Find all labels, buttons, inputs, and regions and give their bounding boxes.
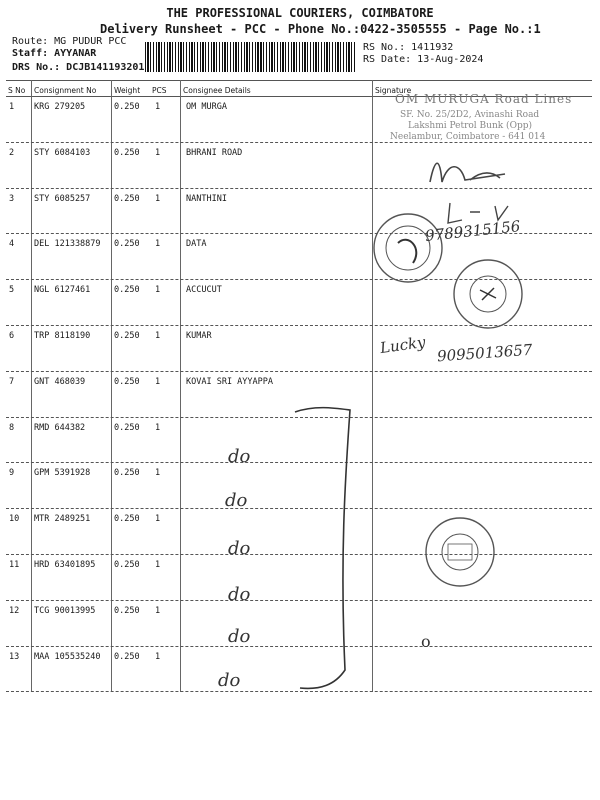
row-consignee: OM MURGA xyxy=(186,102,227,112)
row-consignee: ACCUCUT xyxy=(186,285,222,296)
row-sno: 5 xyxy=(9,285,15,296)
row-sno: 10 xyxy=(9,514,20,525)
row-pcs: 1 xyxy=(155,651,161,662)
row-pcs: 1 xyxy=(155,514,161,525)
handwritten-phone-row6: 9095013657 xyxy=(436,340,533,366)
row-weight: 0.250 xyxy=(114,605,140,616)
row-weight: 0.250 xyxy=(114,239,140,250)
drs-number: DRS No.: DCJB141193201 xyxy=(12,62,145,73)
ditto-mark: do xyxy=(228,584,251,605)
handwritten-signature-row6: Lucky xyxy=(378,332,427,358)
row-consignee: KUMAR xyxy=(186,331,212,341)
stamp-om-muruga-name: OM MURUGA Road Lines xyxy=(395,92,573,106)
row-weight: 0.250 xyxy=(114,193,140,204)
row-pcs: 1 xyxy=(155,422,161,433)
row-sno: 7 xyxy=(9,376,15,387)
row-sno: 6 xyxy=(9,331,15,341)
row-weight: 0.250 xyxy=(114,422,140,433)
row-weight: 0.250 xyxy=(114,376,140,387)
header-top-rule xyxy=(6,80,592,81)
row-pcs: 1 xyxy=(155,147,161,158)
stamp-om-muruga-addr2: Lakshmi Petrol Bunk (Opp) xyxy=(408,121,532,131)
row-sno: 4 xyxy=(9,239,15,250)
stamp-om-muruga-addr1: SF. No. 25/2D2, Avinashi Road xyxy=(400,110,540,120)
row-sno: 8 xyxy=(9,422,15,433)
row-consignee: KOVAI SRI AYYAPPA xyxy=(186,376,273,387)
row-sno: 9 xyxy=(9,468,15,479)
col-head-pcs: PCS xyxy=(152,86,167,95)
stamp-om-muruga-addr3: Neelambur, Coimbatore - 641 014 xyxy=(390,132,546,142)
row-consignee: BHRANI ROAD xyxy=(186,147,243,158)
rs-number: RS No.: 1411932 xyxy=(363,42,454,53)
row-consignment-no: RMD 644382 xyxy=(34,422,86,433)
row-sno: 2 xyxy=(9,147,15,158)
company-title: THE PROFESSIONAL COURIERS, COIMBATORE xyxy=(166,6,434,20)
row-consignment-no: TRP 8118190 xyxy=(34,331,91,341)
col-head-sno: S No xyxy=(8,86,26,95)
row-consignment-no: KRG 279205 xyxy=(34,102,86,112)
ditto-mark: do xyxy=(218,670,241,691)
row-pcs: 1 xyxy=(155,376,161,387)
row-pcs: 1 xyxy=(155,285,161,296)
signature-row2 xyxy=(420,152,520,192)
row-consignment-no: GNT 468039 xyxy=(34,376,86,387)
row-sno: 11 xyxy=(9,560,20,570)
row-weight: 0.250 xyxy=(114,102,140,112)
ditto-mark: do xyxy=(225,490,248,511)
staff-label: Staff: AYYANAR xyxy=(12,48,97,59)
row-consignment-no: HRD 63401895 xyxy=(34,560,96,570)
ditto-mark: do xyxy=(228,626,251,647)
handwritten-phone-row4: 9789315156 xyxy=(424,217,522,245)
row-separator xyxy=(6,371,592,372)
row-pcs: 1 xyxy=(155,331,161,341)
row-pcs: 1 xyxy=(155,239,161,250)
row-weight: 0.250 xyxy=(114,468,140,479)
ditto-mark: do xyxy=(228,538,251,559)
row-sno: 12 xyxy=(9,605,20,616)
row-consignment-no: NGL 6127461 xyxy=(34,285,91,296)
row-weight: 0.250 xyxy=(114,560,140,570)
stamp-private-limited xyxy=(368,208,448,288)
row-pcs: 1 xyxy=(155,605,161,616)
row-pcs: 1 xyxy=(155,102,161,112)
col-head-weight: Weight xyxy=(114,86,141,95)
row-consignee: NANTHINI xyxy=(186,193,227,204)
handwritten-bracket xyxy=(290,400,360,700)
stamp-accucut-lasers xyxy=(448,254,528,334)
rs-date: RS Date: 13-Aug-2024 xyxy=(363,54,484,65)
route-label: Route: MG PUDUR PCC xyxy=(12,36,127,47)
row-pcs: 1 xyxy=(155,193,161,204)
row-pcs: 1 xyxy=(155,468,161,479)
row-sno: 3 xyxy=(9,193,15,204)
row-weight: 0.250 xyxy=(114,147,140,158)
handwritten-circle-mark: o xyxy=(421,632,431,651)
row-sno: 13 xyxy=(9,651,20,662)
row-consignment-no: GPM 5391928 xyxy=(34,468,91,479)
row-weight: 0.250 xyxy=(114,651,140,662)
row-pcs: 1 xyxy=(155,560,161,570)
col-head-signature: Signature xyxy=(375,86,412,95)
barcode-rs xyxy=(258,42,356,72)
runsheet-title: Delivery Runsheet - PCC - Phone No.:0422-3505555 - Page No.:1 xyxy=(100,22,541,36)
col-head-consignee: Consignee Details xyxy=(183,86,251,95)
row-weight: 0.250 xyxy=(114,285,140,296)
stamp-sri-ayyappa xyxy=(420,512,500,592)
row-weight: 0.250 xyxy=(114,331,140,341)
ditto-mark: do xyxy=(228,446,251,467)
row-consignee: DATA xyxy=(186,239,207,250)
row-consignment-no: DEL 121338879 xyxy=(34,239,101,250)
row-consignment-no: STY 6084103 xyxy=(34,147,91,158)
row-sno: 1 xyxy=(9,102,15,112)
row-consignment-no: MTR 2489251 xyxy=(34,514,91,525)
row-consignment-no: STY 6085257 xyxy=(34,193,91,204)
row-consignment-no: MAA 105535240 xyxy=(34,651,101,662)
row-weight: 0.250 xyxy=(114,514,140,525)
row-consignment-no: TCG 90013995 xyxy=(34,605,96,616)
col-head-consignment: Consignment No xyxy=(34,86,97,95)
